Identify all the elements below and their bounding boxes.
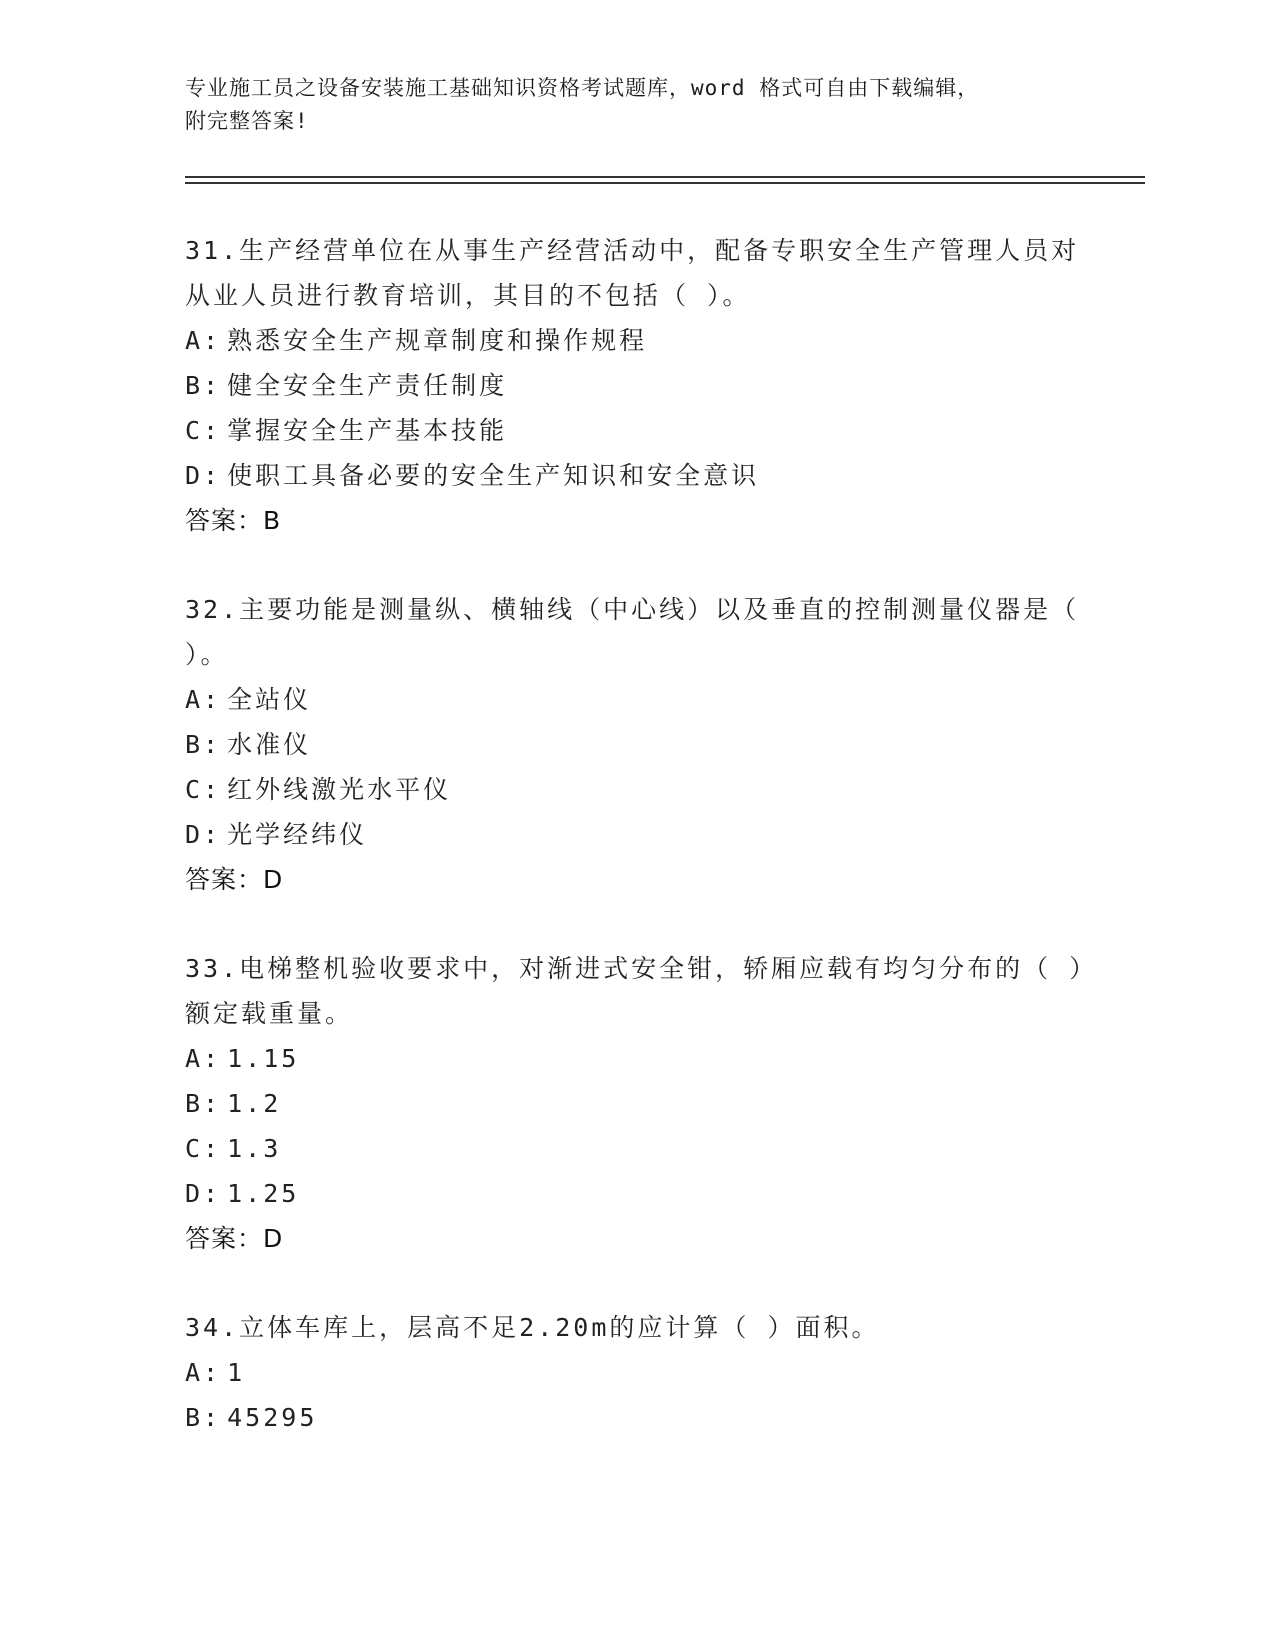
option-key: B: [185, 730, 222, 759]
question-item [185, 587, 1085, 903]
option-key: D: [185, 820, 222, 849]
option-key: D: [185, 1179, 222, 1208]
answer-option [185, 677, 1085, 722]
option-key: D: [185, 461, 222, 490]
question-item [185, 228, 1085, 544]
option-text: 红外线激光水平仪 [227, 775, 452, 804]
answer-option [185, 1350, 1085, 1395]
option-text: 熟悉安全生产规章制度和操作规程 [227, 326, 648, 355]
answer-key: 答案：D [185, 865, 284, 894]
option-text: 45295 [227, 1403, 318, 1432]
answer-key: 答案：D [185, 1224, 284, 1253]
answer-option [185, 1395, 1085, 1440]
option-key: A: [185, 1358, 222, 1387]
option-key: C: [185, 1134, 222, 1163]
answer-option [185, 1081, 1085, 1126]
option-key: C: [185, 416, 222, 445]
answer-option [185, 1036, 1085, 1081]
option-text: 1.2 [227, 1089, 282, 1118]
option-text: 1.25 [227, 1179, 300, 1208]
option-text: 水准仪 [227, 730, 312, 759]
question-stem: 32.主要功能是测量纵、横轴线（中心线）以及垂直的控制测量仪器是（ ）。 [185, 595, 1080, 669]
answer-option [185, 1171, 1085, 1216]
answer-option [185, 363, 1085, 408]
question-stem: 31.生产经营单位在从事生产经营活动中，配备专职安全生产管理人员对从业人员进行教育培训，其目的不包括（ ）。 [185, 236, 1080, 310]
option-key: B: [185, 1089, 222, 1118]
option-text: 1.15 [227, 1044, 300, 1073]
answer-option [185, 1126, 1085, 1171]
question-stem: 34.立体车库上，层高不足2.20m的应计算（ ）面积。 [185, 1313, 880, 1342]
option-key: A: [185, 326, 222, 355]
option-key: C: [185, 775, 222, 804]
option-text: 全站仪 [227, 685, 312, 714]
header-line-1: 专业施工员之设备安装施工基础知识资格考试题库，word 格式可自由下载编辑， [185, 76, 980, 100]
option-text: 1.3 [227, 1134, 282, 1163]
option-key: A: [185, 1044, 222, 1073]
option-text: 健全安全生产责任制度 [227, 371, 508, 400]
question-list [185, 228, 1085, 1483]
option-text: 掌握安全生产基本技能 [227, 416, 508, 445]
option-key: B: [185, 371, 222, 400]
option-key: B: [185, 1403, 222, 1432]
answer-option [185, 767, 1085, 812]
option-text: 使职工具备必要的安全生产知识和安全意识 [227, 461, 760, 490]
question-item [185, 946, 1085, 1262]
header-divider-top [185, 176, 1145, 178]
answer-option [185, 408, 1085, 453]
option-key: A: [185, 685, 222, 714]
question-item [185, 1305, 1085, 1440]
answer-option [185, 812, 1085, 857]
answer-option [185, 318, 1085, 363]
header-line-2: 附完整答案! [185, 109, 309, 133]
option-text: 光学经纬仪 [227, 820, 368, 849]
answer-option [185, 453, 1085, 498]
document-header [185, 72, 1065, 138]
question-stem: 33.电梯整机验收要求中，对渐进式安全钳，轿厢应载有均匀分布的（ ）额定载重量。 [185, 954, 1085, 1028]
answer-option [185, 722, 1085, 767]
header-divider-bottom [185, 182, 1145, 184]
answer-key: 答案：B [185, 506, 282, 535]
option-text: 1 [227, 1358, 246, 1387]
